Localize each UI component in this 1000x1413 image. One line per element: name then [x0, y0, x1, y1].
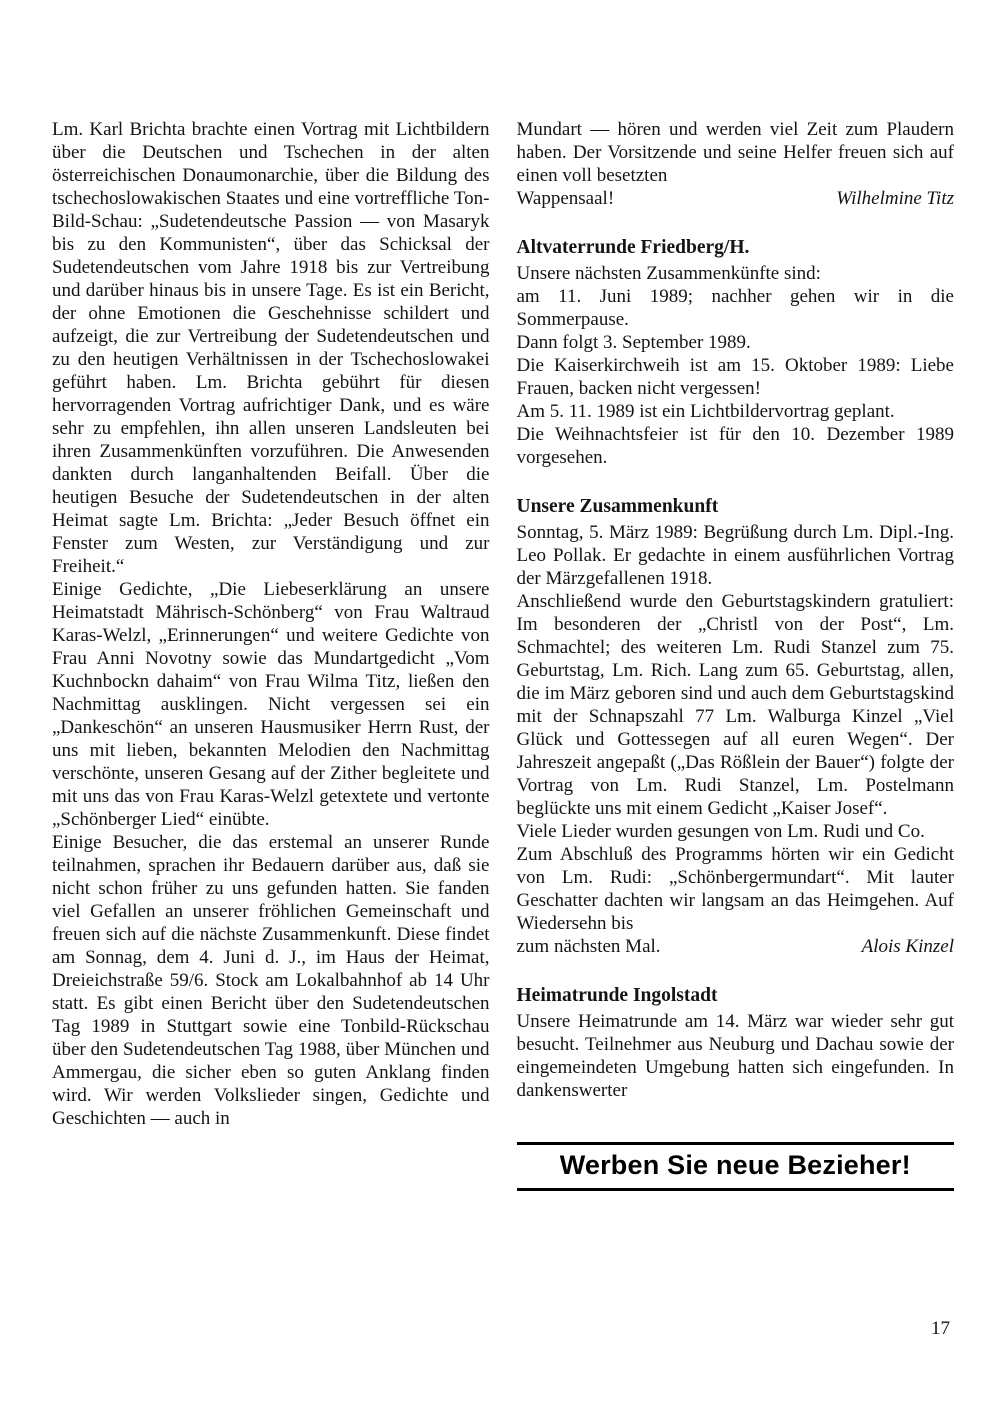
body-paragraph: Unsere Heimatrunde am 14. März war wieder sehr gut besucht. Teilnehmer aus Neuburg und Dachau sowie der eingemeindeten Umgebung hatten sich eingefunden. In dankenswerter — [516, 1011, 954, 1101]
section-heading: Heimatrunde Ingolstadt — [516, 985, 718, 1006]
body-paragraph: Sonntag, 5. März 1989: Begrüßung durch Lm. Dipl.-Ing. Leo Pollak. Er gedachte in einem ausführlichen Vortrag der Märzgefallenen 1918. — [516, 522, 954, 589]
body-paragraph: Mundart — hören und werden viel Zeit zum Plaudern haben. Der Vorsitzende und seine Helfer freuen sich auf einen voll besetzten — [516, 119, 954, 186]
section-line: Am 5. 11. 1989 ist ein Lichtbildervortrag geplant. — [516, 401, 895, 422]
promo-text: Werben Sie neue Bezieher! — [559, 1150, 911, 1180]
body-paragraph: Einige Gedichte, „Die Liebeserklärung an unsere Heimatstadt Mährisch-Schönberg“ von Frau Waltraud Karas-Welzl, „Erinnerungen“ und weitere Gedichte von Frau Anni Novotny sowie das Mundartgedicht „Vom Kuchnbockn dahaim“ von Frau Wilma Titz, ließen den Nachmittag ausklingen. Nicht vergessen sei ein „Dankeschön“ an unseren Hausmusiker Herrn Rust, der uns mit lieben, bekannten Melodien den Nachmittag verschönte, unseren Gesang auf der Zither begleitete und mit uns das von Frau Karas-Welzl getextete und vertonte „Schönberger Lied“ einübte. — [52, 579, 490, 830]
signature-line — [517, 935, 955, 958]
paragraph-end: Wappensaal! — [516, 188, 615, 209]
section-line: Die Weihnachtsfeier ist für den 10. Dezember 1989 vorgesehen. — [516, 424, 954, 468]
author-signature: Alois Kinzel — [861, 936, 954, 957]
right-column — [517, 118, 955, 1191]
section-line: Die Kaiserkirchweih ist am 15. Oktober 1989: Liebe Frauen, backen nicht vergessen! — [516, 355, 954, 399]
paragraph-end: zum nächsten Mal. — [516, 936, 661, 957]
body-paragraph: Einige Besucher, die das erstemal an unserer Runde teilnahmen, sprachen ihr Bedauern darüber aus, daß sie nicht schon früher zu uns gefunden hatten. Sie fanden viel Gefallen an unserer fröhlichen Gemeinschaft und freuen sich auf die nächste Zusammenkunft. Diese findet am Sonnag, dem 4. Juni d. J., im Haus der Heimat, Dreieichstraße 59/6. Stock am Lokalbahnhof ab 14 Uhr statt. Es gibt einen Bericht über den Sudetendeutschen Tag 1989 in Stuttgart sowie eine Tonbild-Rückschau über den Sudetendeutschen Tag 1988, über München und Ammergau, die sicher eben so guten Anklang finden wird. Wir werden Volkslieder singen, Gedichte und Geschichten — auch in — [52, 832, 490, 1129]
left-column — [52, 118, 490, 1191]
section-heading: Unsere Zusammenkunft — [516, 496, 719, 517]
body-paragraph: Zum Abschluß des Programms hörten wir ein Gedicht von Lm. Rudi: „Schönbergermundart“. Mit lauter Geschatter dachten wir langsam an das Heimgehen. Auf Wiedersehn bis — [516, 844, 954, 934]
text-columns — [52, 118, 954, 1191]
body-paragraph: Anschließend wurde den Geburtstagskindern gratuliert: Im besonderen der „Christl von der Post“, Lm. Schmachtel; des weiteren Lm. Rudi Stanzel zum 75. Geburtstag, Lm. Rich. Lang zum 65. Geburtstag, allen, die im März geboren sind und auch dem Geburtstagskind mit der Schnapszahl 77 Lm. Walburga Kinzel „Viel Glück und Gottessegen auf all euren Wegen“. Der Jahreszeit angepaßt („Das Rößlein der Bauer“) folgte der Vortrag von Lm. Rudi Stanzel, Lm. Postelmann beglückte uns mit einem Gedicht „Kaiser Josef“. — [516, 591, 954, 819]
section-line: Dann folgt 3. September 1989. — [516, 332, 751, 353]
page-number: 17 — [931, 1318, 950, 1339]
signature-line — [517, 187, 955, 210]
section-line: am 11. Juni 1989; nachher gehen wir in die Sommerpause. — [516, 286, 954, 330]
section-line: Unsere nächsten Zusammenkünfte sind: — [516, 263, 821, 284]
author-signature: Wilhelmine Titz — [836, 188, 954, 209]
body-paragraph: Viele Lieder wurden gesungen von Lm. Rudi und Co. — [516, 821, 925, 842]
promo-box — [517, 1142, 955, 1191]
body-paragraph: Lm. Karl Brichta brachte einen Vortrag mit Lichtbildern über die Deutschen und Tschechen in der alten österreichischen Donaumonarchie, über die Bildung des tschechoslowakischen Staates und eine vortreffliche Ton-Bild-Schau: „Sudetendeutsche Passion — von Masaryk bis zu den Kommunisten“, über das Schicksal der Sudetendeutschen vom Jahre 1918 bis zur Vertreibung und darüber hinaus bis in unsere Tage. Es ist ein Bericht, der ohne Emotionen die Geschehnisse schildert und aufzeigt, die zur Vertreibung der Sudetendeutschen und zu den heutigen Verhältnissen in der Tschechoslowakei geführt haben. Lm. Brichta gebührt für diesen hervorragenden Vortrag aufrichtiger Dank, und es wäre sehr zu empfehlen, ihn allen unseren Landsleuten bei ihren Zusammenkünften vorzuführen. Die Anwesenden dankten durch langanhaltenden Beifall. Über die heutigen Besuche der Sudetendeutschen in der alten Heimat sagte Lm. Brichta: „Jeder Besuch öffnet ein Fenster zum Westen, zur Verständigung und zur Freiheit.“ — [52, 119, 490, 577]
section-heading: Altvaterrunde Friedberg/H. — [516, 237, 750, 258]
